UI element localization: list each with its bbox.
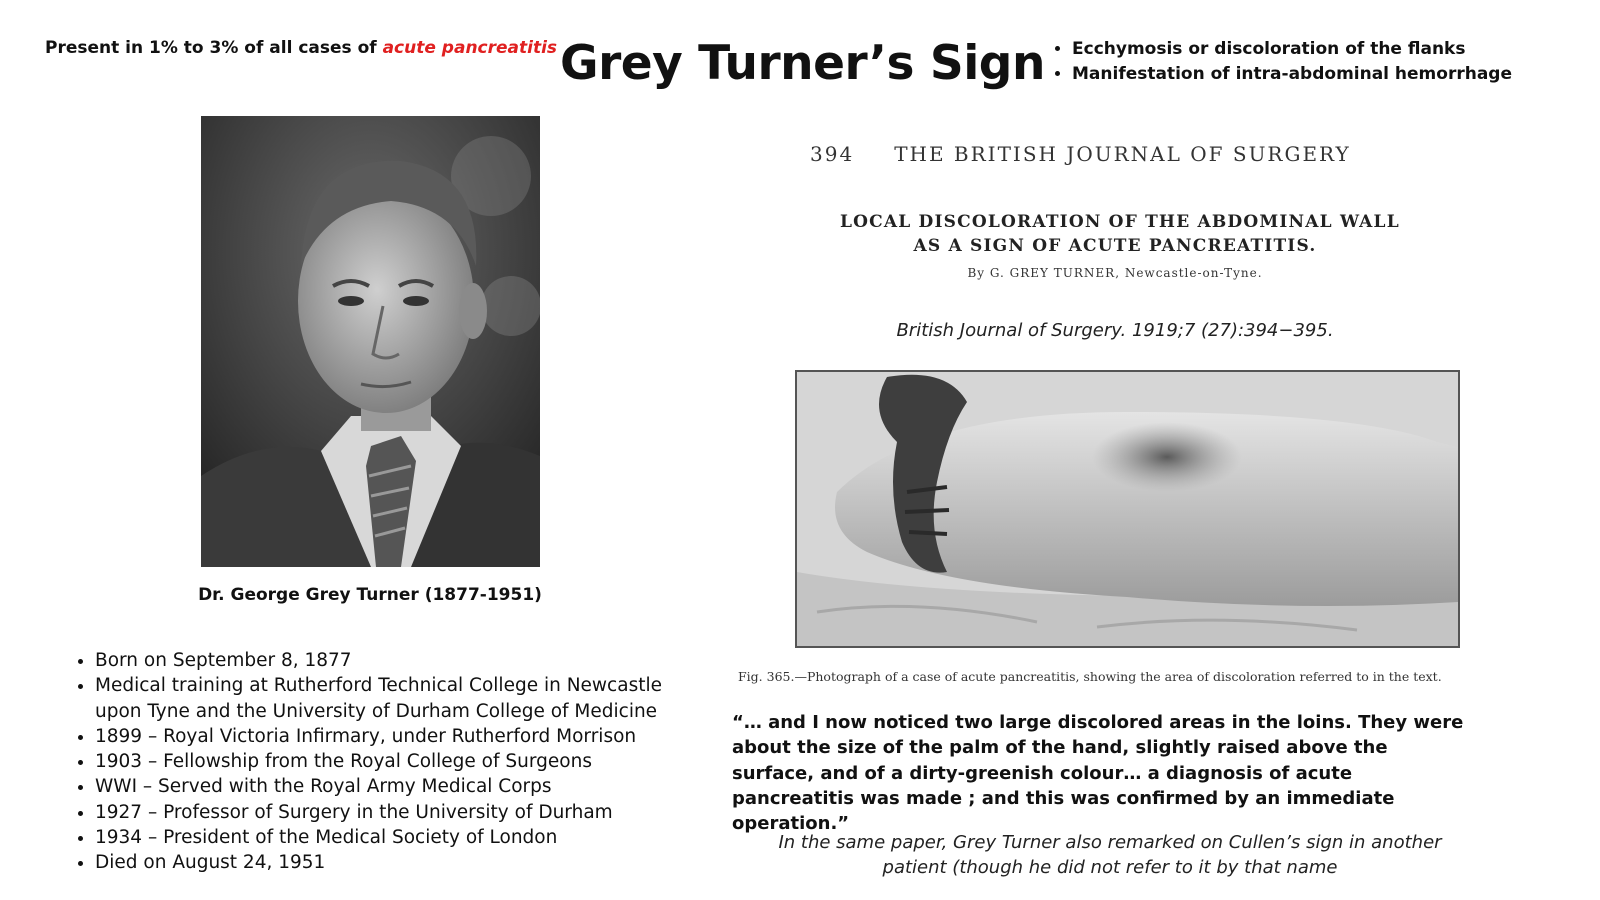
biography-item: • Born on September 8, 1877: [95, 648, 695, 673]
prevalence-highlight: acute pancreatitis: [382, 38, 558, 58]
journal-page-number: 394: [810, 142, 855, 166]
footnote: In the same paper, Grey Turner also remarked on Cullen’s sign in another patient (though he did not refer to it by that name: [778, 832, 1442, 879]
portrait-photo: [201, 116, 540, 567]
clinical-photo: [795, 370, 1460, 648]
prevalence-prefix: Present in 1% to 3% of all cases of: [45, 38, 383, 58]
biography-item: • WWI – Served with the Royal Army Medical Corps: [95, 774, 695, 799]
biography-item: • 1934 – President of the Medical Society of London: [95, 825, 695, 850]
feature-item: • Manifestation of intra-abdominal hemorrhage: [1072, 62, 1512, 87]
article-title-line: AS A SIGN OF ACUTE PANCREATITIS.: [913, 236, 1317, 256]
portrait-caption: Dr. George Grey Turner (1877-1951): [198, 585, 542, 605]
feature-item: • Ecchymosis or discoloration of the flanks: [1072, 37, 1512, 62]
prevalence-statement: [45, 38, 557, 58]
biography-item: • 1927 – Professor of Surgery in the University of Durham: [95, 800, 695, 825]
biography-item: • 1903 – Fellowship from the Royal College of Surgeons: [95, 749, 695, 774]
biography-item: • 1899 – Royal Victoria Infirmary, under Rutherford Morrison: [95, 724, 695, 749]
feature-list: [1050, 37, 1512, 87]
journal-header: [810, 142, 1351, 166]
biography-item: • Medical training at Rutherford Technical College in Newcastle upon Tyne and the University of Durham College of Medicine: [95, 673, 695, 724]
biography-item: • Died on August 24, 1951: [95, 850, 695, 875]
quote: “… and I now noticed two large discolored areas in the loins. They were about the size of the palm of the hand, slightly raised above the surface, and of a dirty-greenish colour… a diagnosis of acute pancreatitis was made ; and this was confirmed by an immediate operation.”: [732, 712, 1464, 835]
article-byline: By G. GREY TURNER, Newcastle-on-Tyne.: [967, 266, 1263, 280]
article-title-line: LOCAL DISCOLORATION OF THE ABDOMINAL WALL: [840, 212, 1400, 232]
journal-name: THE BRITISH JOURNAL OF SURGERY: [894, 142, 1351, 166]
citation: British Journal of Surgery. 1919;7 (27):394−395.: [896, 320, 1334, 341]
figure-caption: Fig. 365.—Photograph of a case of acute pancreatitis, showing the area of discoloration referred to in the text.: [738, 669, 1442, 684]
page-title: Grey Turner’s Sign: [560, 36, 1045, 91]
biography-list: [73, 648, 695, 876]
article-title: [840, 210, 1400, 258]
